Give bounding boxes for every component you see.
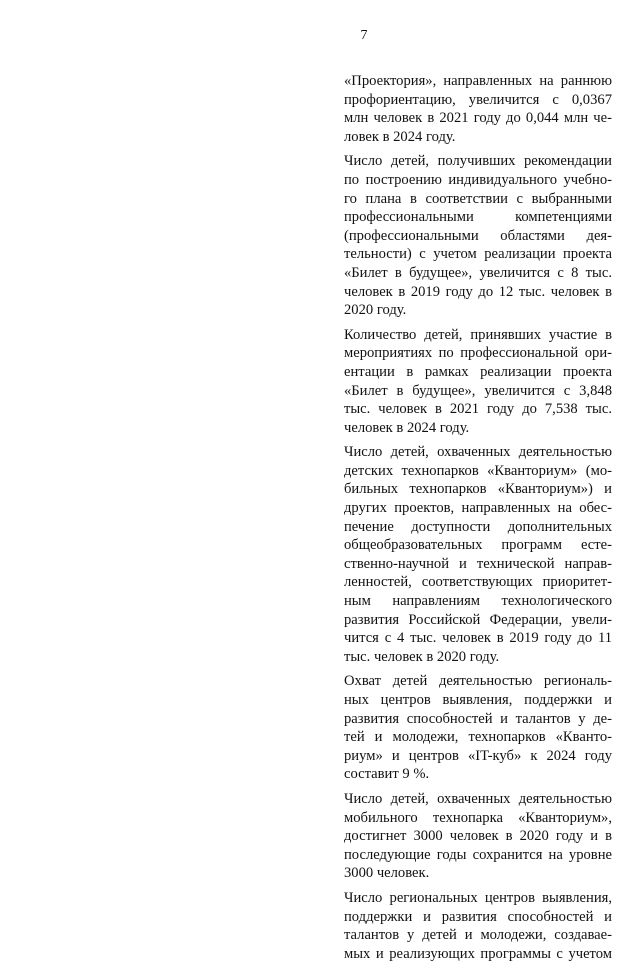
- paragraph-recommendations: [344, 152, 612, 319]
- text-line: «Билет в будущее», увеличится с 8 тыс.: [344, 264, 612, 281]
- text-line: талантов у детей и молодежи, создавае-: [344, 927, 612, 944]
- paragraph-career-events: [344, 326, 612, 438]
- text-line: составит 9 %.: [344, 766, 430, 783]
- text-line: риум» и центров «IT-куб» к 2024 году: [344, 747, 612, 764]
- text-line: ленностей, соответствующих приоритет-: [344, 574, 612, 591]
- text-line: Число региональных центров выявления,: [344, 889, 612, 906]
- text-line: профориентацию, увеличится с 0,0367: [344, 91, 612, 108]
- text-line: человек в 2024 году.: [344, 419, 470, 436]
- text-line: ным направлениям технологического: [344, 593, 612, 610]
- text-line: по построению индивидуального учебно-: [344, 171, 612, 188]
- text-line: (профессиональными областями дея-: [344, 227, 612, 244]
- text-line: профессиональными компетенциями: [344, 209, 612, 226]
- text-line: мероприятиях по профессиональной ори-: [344, 345, 612, 362]
- text-line: детских технопарков «Кванториум» (мо-: [344, 462, 612, 479]
- paragraph-proektoria: [344, 72, 612, 146]
- text-line: тыс. человек в 2020 году.: [344, 648, 500, 665]
- text-line: «Проектория», направленных на раннюю: [344, 73, 612, 89]
- paragraph-regional-centers-count: [344, 889, 612, 963]
- text-line: «Билет в будущее», увеличится с 3,848: [344, 382, 612, 399]
- text-line: бильных технопарков «Кванториум») и: [344, 481, 612, 498]
- text-line: ловек в 2024 году.: [344, 128, 456, 145]
- text-line: мых и реализующих программы с учетом: [344, 945, 612, 962]
- text-line: развития способностей и талантов у де-: [344, 710, 612, 727]
- text-line: тей и молодежи, технопарков «Кванто-: [344, 729, 612, 746]
- text-line: 2020 году.: [344, 302, 407, 319]
- text-line: тыс. человек в 2021 году до 7,538 тыс.: [344, 401, 612, 418]
- page-number: 7: [360, 28, 368, 43]
- text-line: развития Российской Федерации, увели-: [344, 611, 612, 628]
- text-line: ственно-научной и технической направ-: [344, 555, 612, 572]
- text-line: Число детей, получивших рекомендации: [344, 153, 612, 170]
- text-line: других проектов, направленных на обес-: [344, 500, 612, 517]
- text-line: Число детей, охваченных деятельностью: [344, 444, 612, 461]
- text-line: Охват детей деятельностью региональ-: [344, 673, 612, 690]
- text-line: 3000 человек.: [344, 865, 430, 882]
- text-line: ентации в рамках реализации проекта: [344, 363, 612, 380]
- text-line: го плана в соответствии с выбранными: [344, 190, 612, 207]
- text-line: тельности) с учетом реализации проекта: [344, 246, 612, 263]
- text-line: Количество детей, принявших участие в: [344, 326, 612, 343]
- text-line: последующие годы сохранится на уровне: [344, 846, 612, 863]
- text-line: млн человек в 2021 году до 0,044 млн че-: [344, 110, 612, 127]
- text-line: печение доступности дополнительных: [344, 518, 612, 535]
- paragraph-regional-centers-coverage: [344, 672, 612, 784]
- text-line: человек в 2019 году до 12 тыс. человек в: [344, 283, 612, 300]
- paragraph-mobile-kvantorium: [344, 790, 612, 883]
- paragraph-kvantorium: [344, 443, 612, 666]
- text-line: мобильного технопарка «Кванториум»,: [344, 809, 612, 826]
- text-line: достигнет 3000 человек в 2020 году и в: [344, 828, 612, 845]
- text-line: Число детей, охваченных деятельностью: [344, 790, 612, 807]
- text-line: ных центров выявления, поддержки и: [344, 692, 612, 708]
- text-line: общеобразовательных программ есте-: [344, 537, 612, 554]
- text-line: поддержки и развития способностей и: [344, 908, 612, 925]
- text-line: чится с 4 тыс. человек в 2019 году до 11: [344, 630, 612, 647]
- document-text-column: [344, 72, 612, 969]
